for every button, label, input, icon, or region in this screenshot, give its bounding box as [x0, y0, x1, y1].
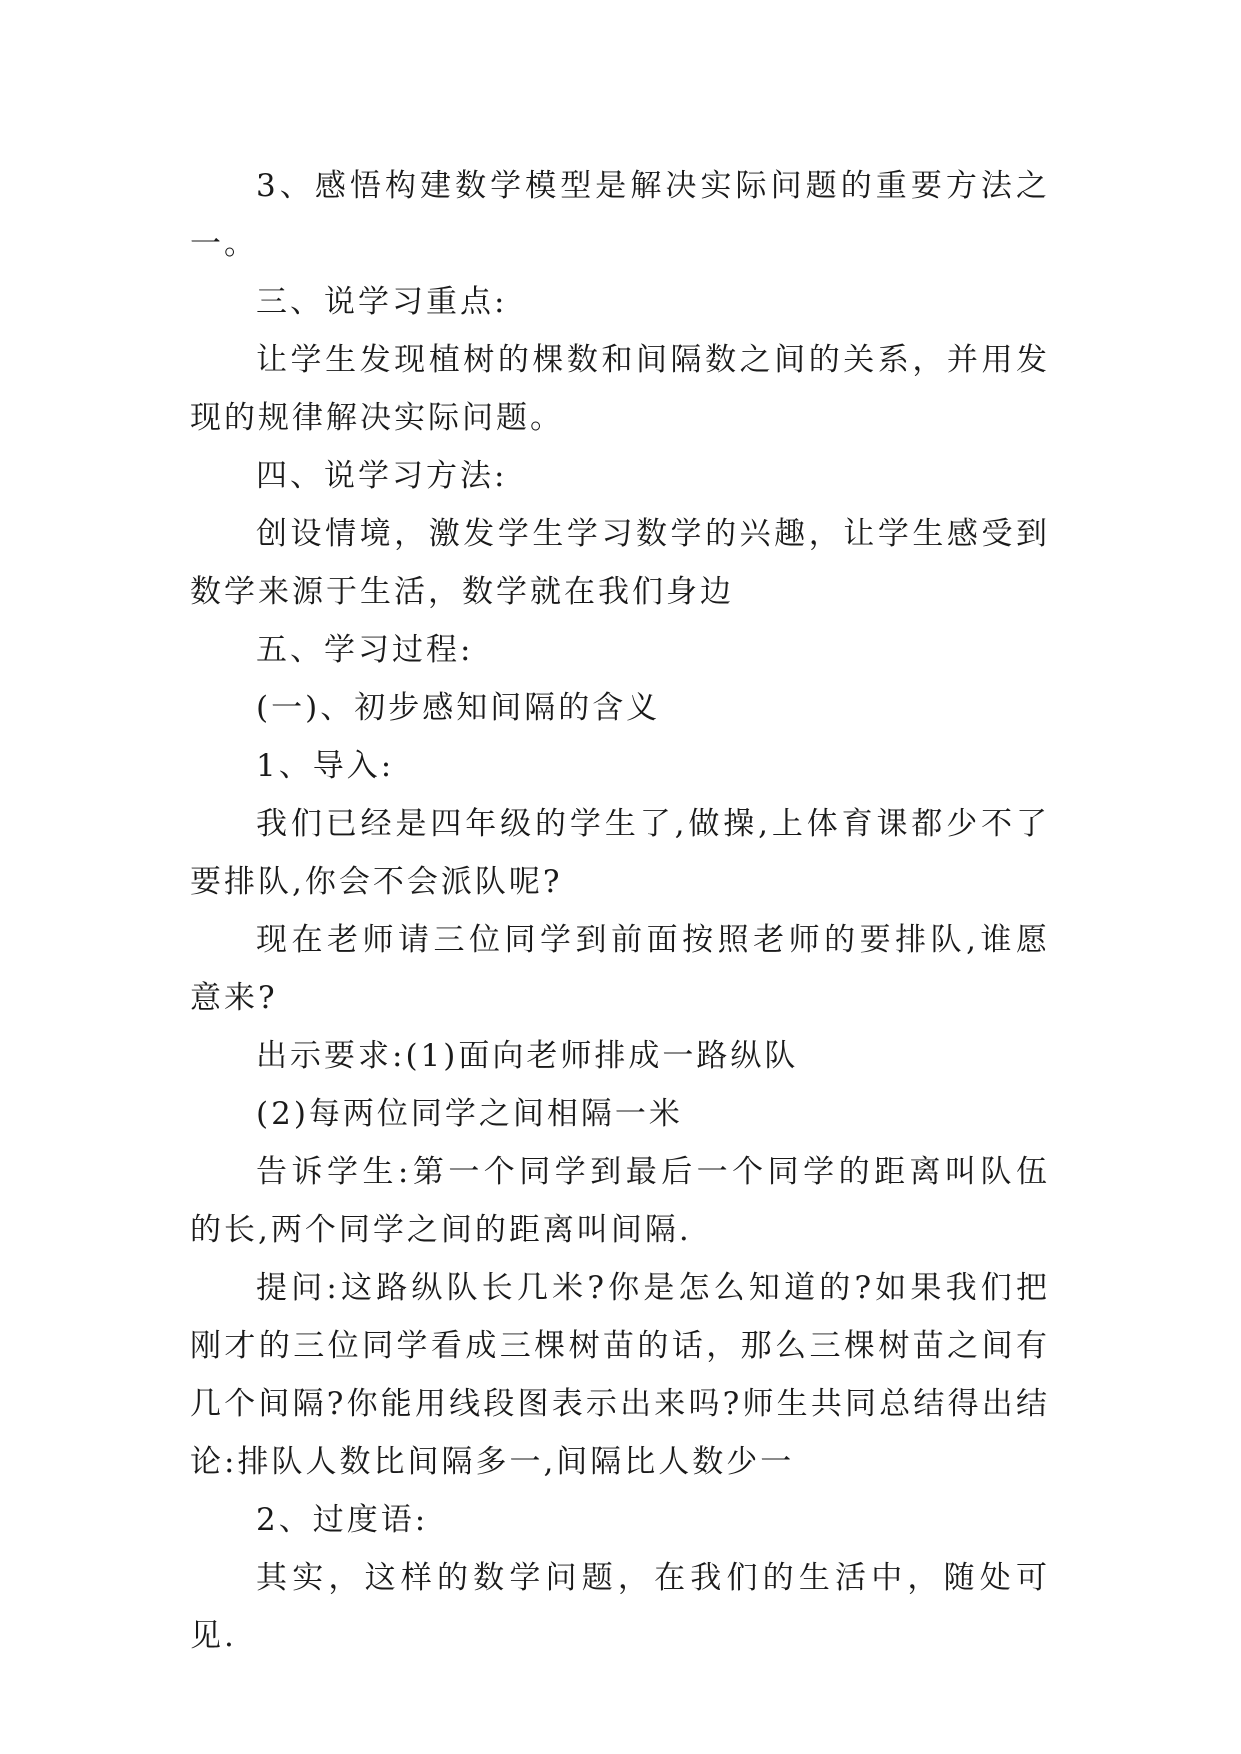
item-transition: 2、过度语: [256, 1502, 429, 1538]
paragraph-introduction: 我们已经是四年级的学生了,做操,上体育课都少不了要排队,你会不会派队呢? [190, 806, 1050, 900]
item-introduction: 1、导入: [256, 748, 395, 784]
paragraph-question: 提问:这路纵队长几米?你是怎么知道的?如果我们把刚才的三位同学看成三棵树苗的话，那么三棵树苗之间有几个间隔?你能用线段图表示出来吗?师生共同总结得出结论:排队人数比间隔多一,间隔比人数少一 [190, 1270, 1050, 1480]
paragraph-requirement-1: 出示要求:(1)面向老师排成一路纵队 [256, 1038, 799, 1074]
paragraph-learning-method: 创设情境，激发学生学习数学的兴趣，让学生感受到数学来源于生活，数学就在我们身边 [190, 516, 1050, 610]
heading-learning-method: 四、说学习方法: [256, 458, 508, 494]
document-body [190, 157, 1050, 1665]
heading-learning-focus: 三、说学习重点: [256, 284, 508, 320]
paragraph-requirement-2: (2)每两位同学之间相隔一米 [256, 1096, 683, 1132]
subheading-interval-meaning: (一)、初步感知间隔的含义 [256, 690, 661, 726]
paragraph-learning-focus: 让学生发现植树的棵数和间隔数之间的关系，并用发现的规律解决实际问题。 [190, 342, 1050, 436]
paragraph-transition: 其实，这样的数学问题，在我们的生活中，随处可见. [190, 1560, 1050, 1654]
paragraph-tell-students: 告诉学生:第一个同学到最后一个同学的距离叫队伍的长,两个同学之间的距离叫间隔. [190, 1154, 1050, 1248]
paragraph-invite-students: 现在老师请三位同学到前面按照老师的要排队,谁愿意来? [190, 922, 1050, 1016]
paragraph-goal-3: 3、感悟构建数学模型是解决实际问题的重要方法之一。 [190, 168, 1050, 262]
heading-learning-process: 五、学习过程: [256, 632, 474, 668]
